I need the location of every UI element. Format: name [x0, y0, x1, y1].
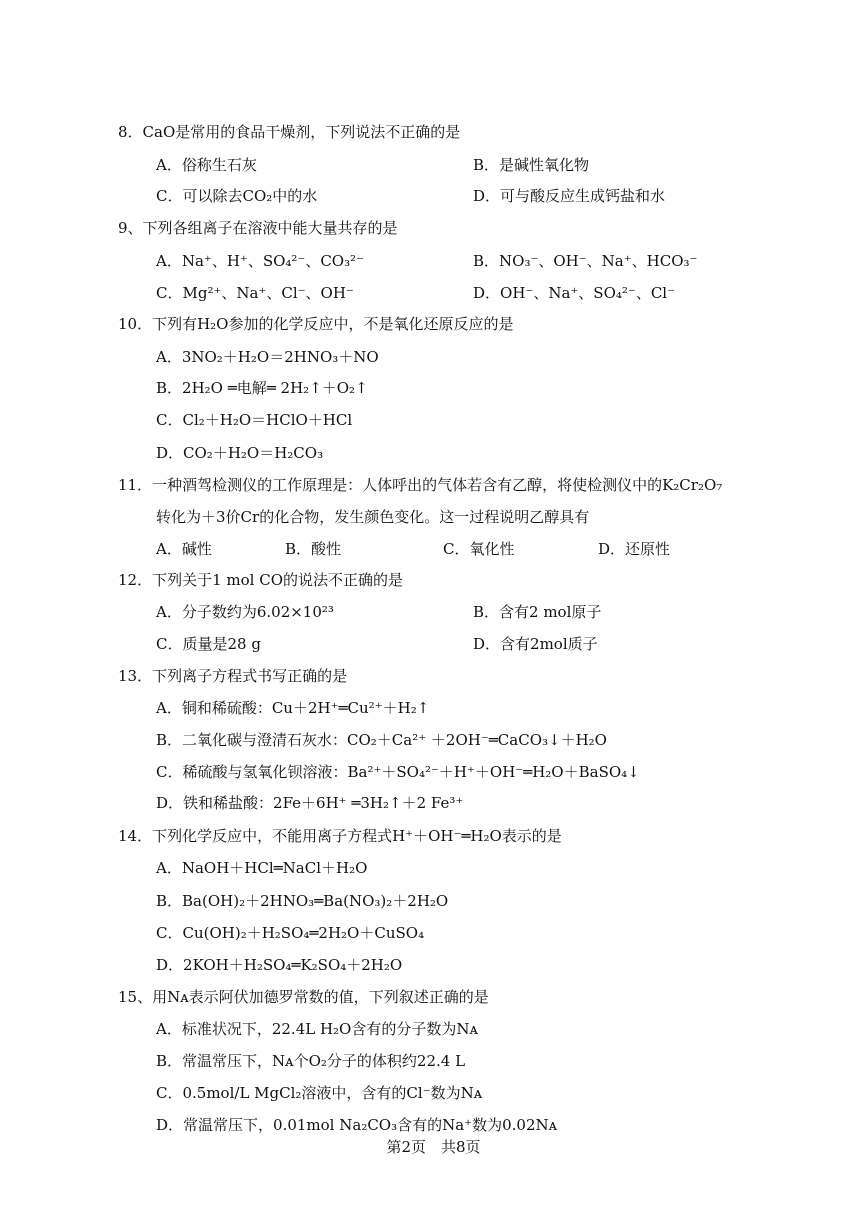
question-11-option-d: D．还原性	[598, 540, 671, 558]
question-13-option-b: B．二氧化碳与澄清石灰水：CO₂＋Ca²⁺ ＋2OH⁻═CaCO₃↓＋H₂O	[156, 731, 607, 749]
question-13-option-a: A．铜和稀硫酸：Cu＋2H⁺═Cu²⁺＋H₂↑	[156, 699, 430, 717]
question-12-option-c: C．质量是28 g	[156, 635, 261, 653]
question-8-stem: 8．CaO是常用的食品干燥剂，下列说法不正确的是	[118, 123, 461, 141]
question-8-option-a: A．俗称生石灰	[156, 156, 257, 174]
question-11-option-c: C．氧化性	[443, 540, 515, 558]
question-12-option-d: D．含有2mol质子	[473, 635, 598, 653]
question-11-stem: 11．一种酒驾检测仪的工作原理是：人体呼出的气体若含有乙醇，将使检测仪中的K₂Cr₂O₇	[118, 476, 723, 494]
question-14-option-a: A．NaOH＋HCl═NaCl＋H₂O	[156, 859, 368, 877]
question-11-stem-continued: 转化为＋3价Cr的化合物，发生颜色变化。这一过程说明乙醇具有	[156, 508, 590, 526]
question-8-option-c: C．可以除去CO₂中的水	[156, 187, 318, 205]
question-14-option-d: D．2KOH＋H₂SO₄═K₂SO₄＋2H₂O	[156, 956, 403, 974]
question-8-option-d: D．可与酸反应生成钙盐和水	[473, 187, 666, 205]
question-13-option-c: C．稀硫酸与氢氧化钡溶液：Ba²⁺＋SO₄²⁻＋H⁺＋OH⁻═H₂O＋BaSO₄↓	[156, 763, 640, 781]
question-15-option-a: A．标准状况下，22.4L H₂O含有的分子数为Nᴀ	[156, 1020, 478, 1038]
question-10-option-c: C．Cl₂＋H₂O＝HClO＋HCl	[156, 411, 353, 429]
question-13-option-d: D．铁和稀盐酸：2Fe＋6H⁺ ═3H₂↑＋2 Fe³⁺	[156, 794, 464, 812]
question-9-option-b: B．NO₃⁻、OH⁻、Na⁺、HCO₃⁻	[473, 252, 698, 270]
question-10-option-b: B．2H₂O ═电解═ 2H₂↑＋O₂↑	[156, 379, 368, 397]
question-12-option-b: B．含有2 mol原子	[473, 603, 602, 621]
question-14-stem: 14．下列化学反应中，不能用离子方程式H⁺＋OH⁻═H₂O表示的是	[118, 827, 562, 845]
question-14-option-c: C．Cu(OH)₂＋H₂SO₄═2H₂O＋CuSO₄	[156, 924, 425, 942]
question-11-option-a: A．碱性	[156, 540, 212, 558]
question-15-stem: 15、用Nᴀ表示阿伏加德罗常数的值，下列叙述正确的是	[118, 988, 489, 1006]
question-9-option-d: D．OH⁻、Na⁺、SO₄²⁻、Cl⁻	[473, 284, 676, 302]
question-13-stem: 13．下列离子方程式书写正确的是	[118, 667, 348, 685]
question-10-option-a: A．3NO₂＋H₂O＝2HNO₃＋NO	[156, 348, 379, 366]
question-15-option-b: B．常温常压下，Nᴀ个O₂分子的体积约22.4 L	[156, 1052, 466, 1070]
question-9-stem: 9、下列各组离子在溶液中能大量共存的是	[118, 219, 398, 237]
question-14-option-b: B．Ba(OH)₂＋2HNO₃═Ba(NO₃)₂＋2H₂O	[156, 892, 449, 910]
question-9-option-a: A．Na⁺、H⁺、SO₄²⁻、CO₃²⁻	[156, 252, 365, 270]
question-9-option-c: C．Mg²⁺、Na⁺、Cl⁻、OH⁻	[156, 284, 354, 302]
question-12-stem: 12．下列关于1 mol CO的说法不正确的是	[118, 571, 403, 589]
question-11-option-b: B．酸性	[285, 540, 342, 558]
question-15-option-d: D．常温常压下，0.01mol Na₂CO₃含有的Na⁺数为0.02Nᴀ	[156, 1116, 558, 1134]
question-10-stem: 10．下列有H₂O参加的化学反应中，不是氧化还原反应的是	[118, 315, 514, 333]
question-15-option-c: C．0.5mol/L MgCl₂溶液中，含有的Cl⁻数为Nᴀ	[156, 1084, 483, 1102]
question-10-option-d: D．CO₂＋H₂O＝H₂CO₃	[156, 444, 324, 462]
question-12-option-a: A．分子数约为6.02×10²³	[156, 603, 334, 621]
question-8-option-b: B．是碱性氧化物	[473, 156, 590, 174]
page-footer: 第2页 共8页	[386, 1138, 481, 1156]
